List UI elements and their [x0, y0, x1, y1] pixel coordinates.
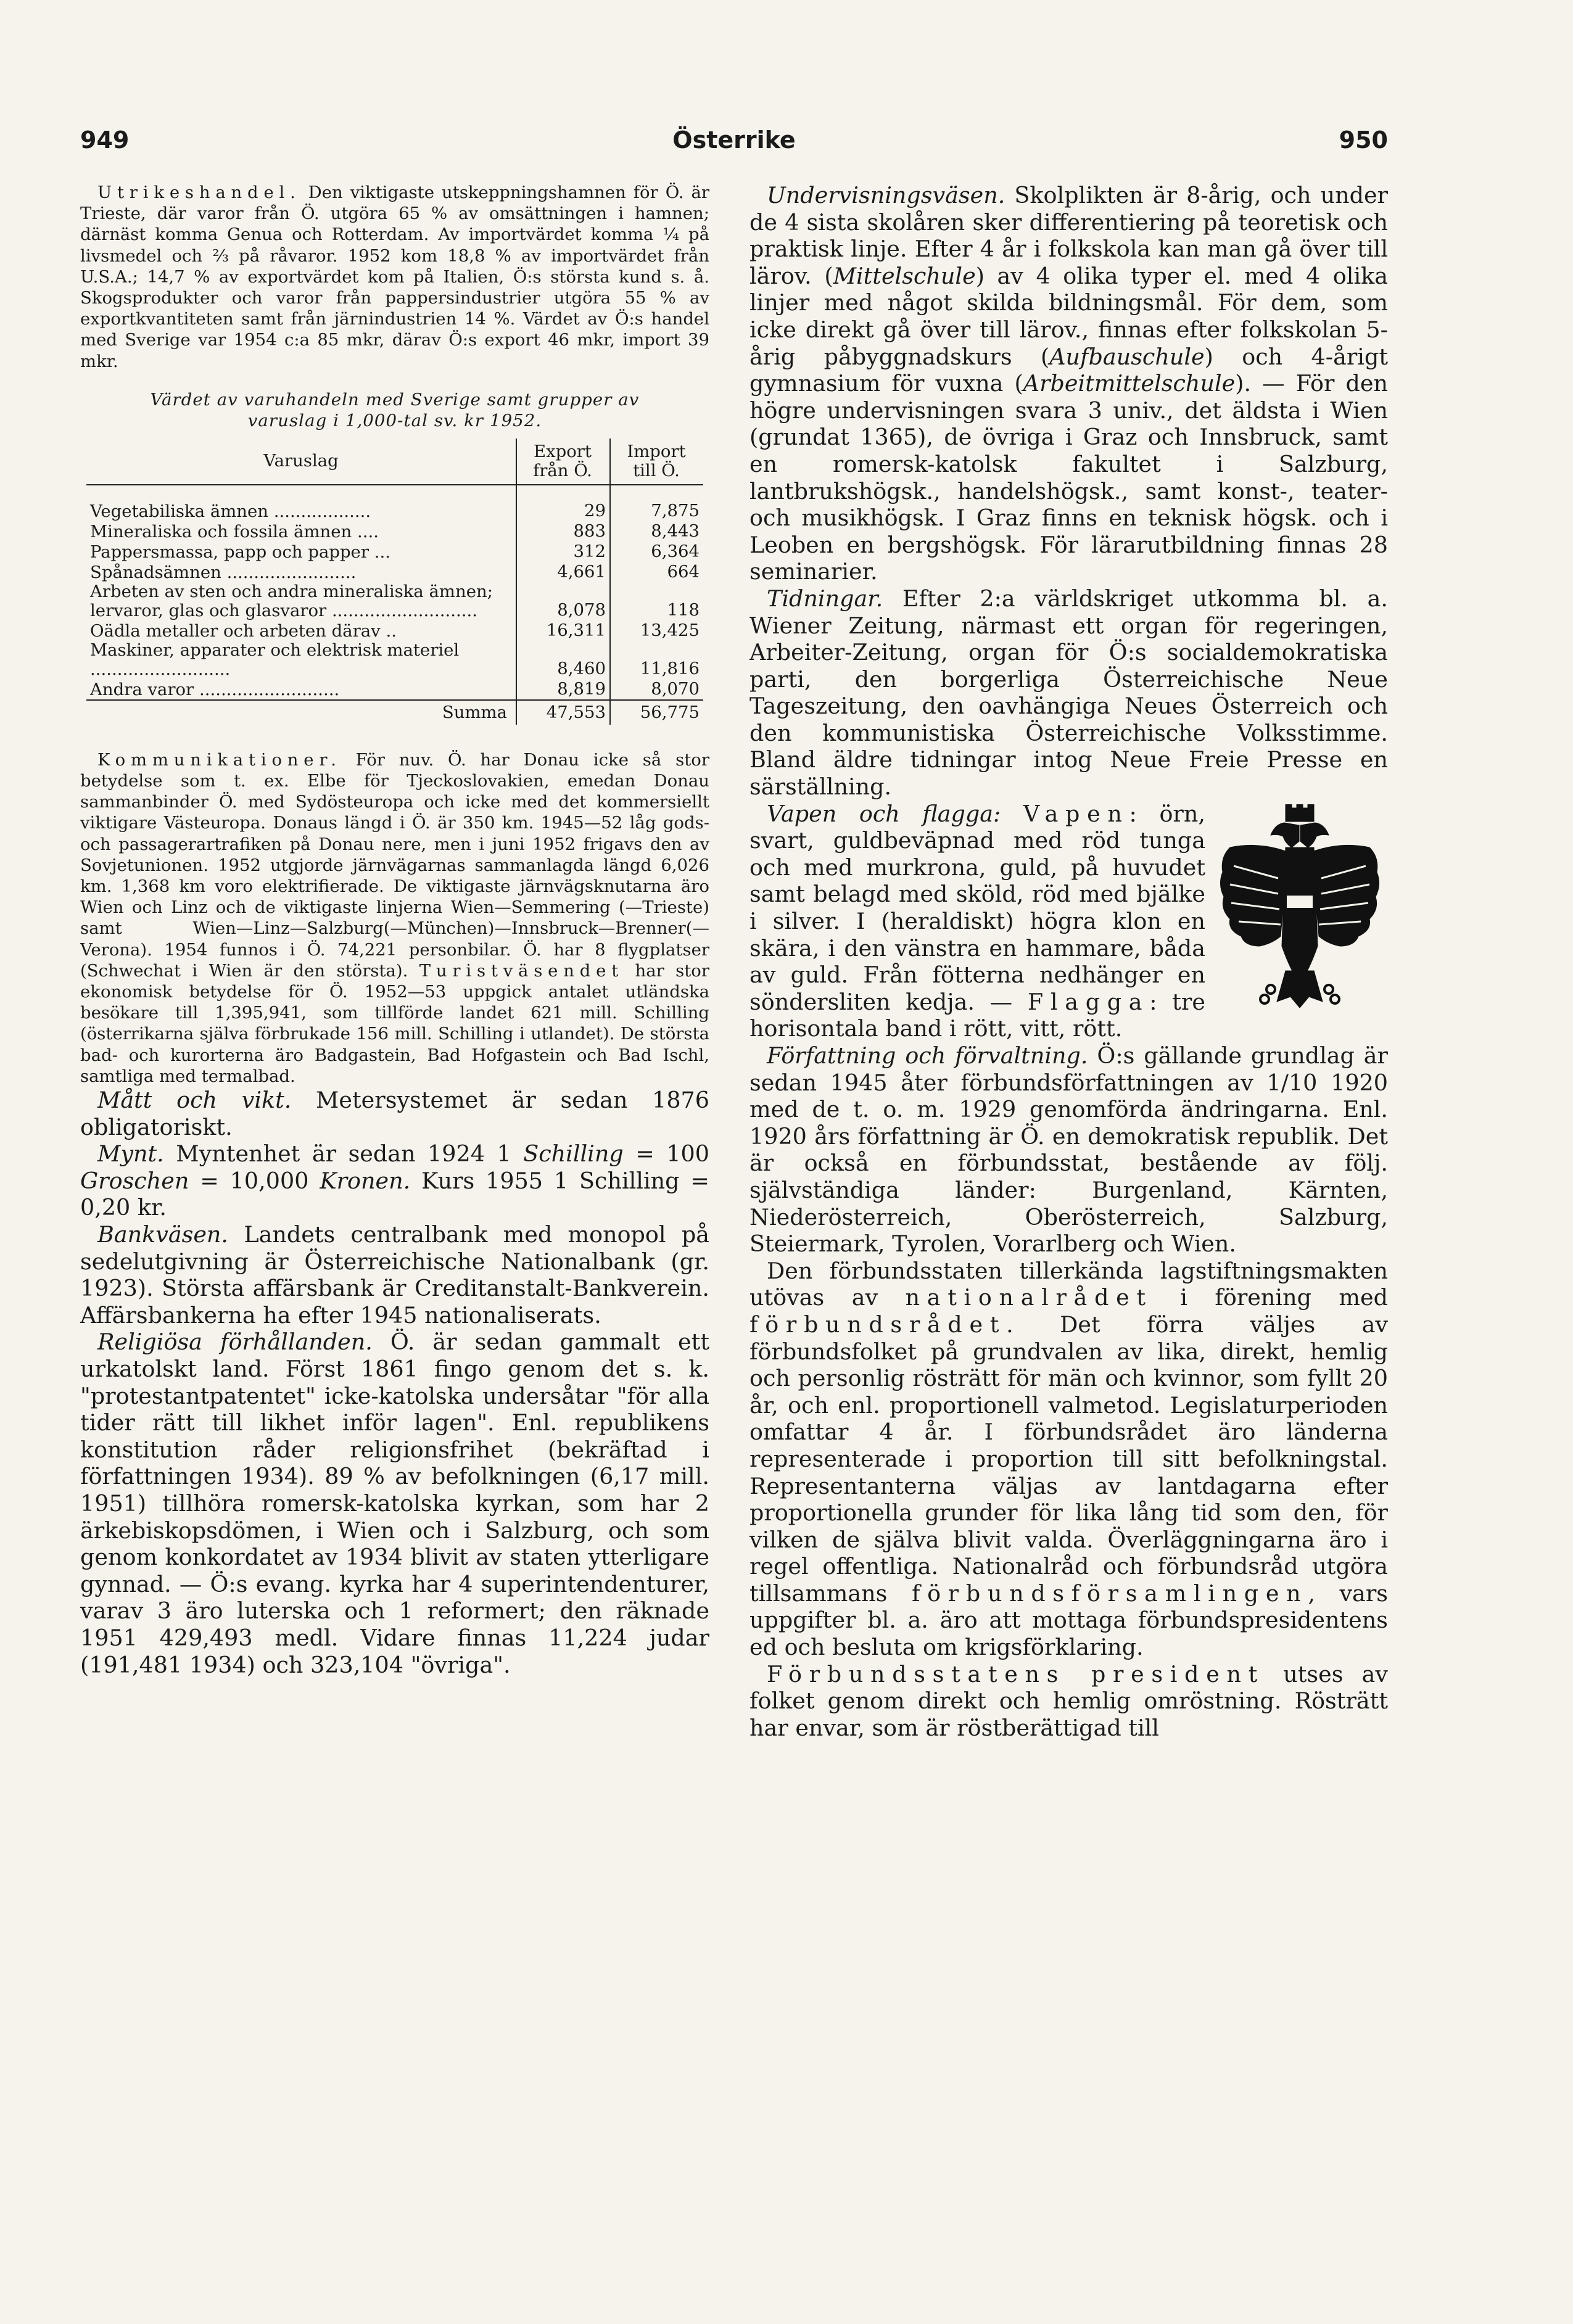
text-lagstiftning-1: Den förbundsstaten tillerkända lagstiftningsmakten utövas av	[749, 1257, 1388, 1311]
text-mynt-2: = 100	[623, 1140, 709, 1168]
table-row	[86, 485, 703, 521]
row-import: 11,816	[610, 641, 703, 679]
heading-mynt: Mynt.	[97, 1140, 164, 1168]
text-undervisning-1: Skolplikten är 8-årig, och under de 4 sista skolåren sker differentiering på teoretisk och praktisk linje. Efter 4 år i folkskola kan man gå över till lärov. (	[749, 182, 1388, 289]
text-religion: Ö. är sedan gammalt ett urkatolskt land. Först 1861 fingo genom det s. k. "protestantpatentet" icke-katolska undersåtar "för alla tider rätt till likhet inför lagen". Enl. republikens konstitution råder religionsfrihet (bekräftad i författningen 1934). 89 % av befolkningen (6,17 mill. 1951) tillhöra romersk-katolska kyrkan, som har 2 ärkebiskopsdömen, i Wien och i Salzburg, och som genom konkordatet av 1934 blivit av staten ytterligare gynnad. — Ö:s evang. kyrka har 4 superintendenturer, varav 3 äro luterska och 1 reformert; den räknade 1951 429,493 medl. Vidare finnas 11,224 judar (191,481 1934) och 323,104 "övriga".	[80, 1329, 709, 1678]
row-import: 118	[610, 582, 703, 620]
row-export: 8,078	[516, 582, 610, 620]
section-bank	[80, 1221, 709, 1329]
col-header-export: Export från Ö.	[516, 439, 610, 485]
row-export: 8,819	[516, 679, 610, 700]
row-label: Andra varor ..........................	[90, 679, 340, 699]
page-number-right: 950	[1339, 126, 1388, 154]
table-sum-row	[86, 700, 703, 725]
text-lagstiftning-2: i förening med	[1152, 1284, 1388, 1311]
heading-turistvasendet: Turistväsendet	[419, 960, 624, 981]
heading-flagga: Flagga	[1027, 988, 1150, 1015]
text-lagstiftning-4: , vars uppgifter bl. a. äro att mottaga förbundspresidentens ed och besluta om krigsförklaring.	[749, 1580, 1388, 1661]
heading-religion: Religiösa förhållanden.	[97, 1329, 373, 1356]
text-forfattning: Ö:s gällande grundlag är sedan 1945 åter förbundsförfattningen av 1/10 1920 med de t. o. m. 1929 genomförda ändringarna. Enl. 1920 års författning är Ö. en demokratisk republik. Det är också en förbundsstat, bestående av följ. självständiga länder: Burgenland, Kärnten, Niederösterreich, Oberösterreich, Salzburg, Steiermark, Tyrolen, Vorarlberg och Wien.	[749, 1042, 1388, 1258]
text-mynt-1: Myntenhet är sedan 1924 1	[163, 1140, 524, 1168]
heading-bank: Bankväsen.	[97, 1221, 229, 1248]
term-mittelschule: Mittelschule	[833, 262, 976, 289]
term-aufbauschule: Aufbauschule	[1049, 343, 1205, 370]
col-header-varuslag: Varuslag	[86, 439, 516, 485]
sum-import: 56,775	[610, 700, 703, 725]
heading-vapen: Vapen och flagga:	[767, 800, 1001, 827]
text-bank: Landets centralbank med monopol på sedelutgivning är Österreichische Nationalbank (gr. 1923). Största affärsbank är Creditanstalt-Bankverein. Affärsbankerna ha efter 1945 nationaliserats.	[80, 1221, 709, 1329]
text-utrikeshandel: Den viktigaste utskeppningshamnen för Ö. är Trieste, där varor från Ö. utgöra 65 % av omsättningen i hamnen; därnäst komma Genua och Rotterdam. Av importvärdet komma ¼ på livsmedel och ⅔ på råvaror. 1952 kom 18,8 % av importvärdet från U.S.A.; 14,7 % av exportvärdet kom på Italien, Ö:s största kund s. å. Skogsprodukter och varor från pappersindustrier utgöra 55 % av exportkvantiteten samt från järnindustrien 14 %. Värdet av Ö:s handel med Sverige var 1954 c:a 85 mkr, därav Ö:s export 46 mkr, import 39 mkr.	[80, 183, 709, 371]
row-label: Spånadsämnen ........................	[90, 562, 357, 582]
heading-vapen-sub: Vapen	[1023, 800, 1129, 827]
text-turistvasendet: har stor ekonomisk betydelse för Ö. 1952—53 uppgick antalet utländska besökare till 1,395,941, som tillförde landet 621 mill. Schilling (österrikarna själva förbrukade 156 mill. Schilling i utlandet). De största bad- och kurorterna äro Badgastein, Bad Hofgastein och Bad Ischl, samtliga med termalbad.	[80, 960, 709, 1086]
row-import: 8,443	[610, 521, 703, 542]
term-schilling: Schilling	[523, 1140, 624, 1168]
heading-undervisning: Undervisningsväsen.	[767, 182, 1005, 208]
page-title: Österrike	[672, 126, 796, 154]
row-label: Mineraliska och fossila ämnen ....	[90, 521, 379, 542]
coat-of-arms-eagle-icon	[1216, 804, 1383, 1026]
section-religion	[80, 1329, 709, 1678]
term-kronen: Kronen.	[320, 1167, 411, 1194]
term-arbeitmittelschule: Arbeitmittelschule	[1023, 370, 1236, 397]
text-mynt-4: Kurs 1955 1 Schilling = 0,20 kr.	[80, 1167, 709, 1221]
text-mynt-3: = 10,000	[189, 1167, 320, 1194]
row-label: Oädla metaller och arbeten därav ..	[90, 620, 397, 641]
heading-tidningar: Tidningar.	[767, 585, 883, 612]
heading-president: Förbundsstatens president	[767, 1660, 1265, 1687]
row-export: 29	[516, 485, 610, 521]
text-flagga: : tre horisontala band i rött, vitt, rött.	[749, 988, 1205, 1042]
term-groschen: Groschen	[80, 1167, 189, 1194]
text-president: utses av folket genom direkt och hemlig omröstning. Rösträtt har envar, som är röstberättigad till	[749, 1660, 1388, 1741]
table-row	[86, 641, 703, 679]
row-label: Vegetabiliska ämnen ..................	[90, 501, 371, 521]
term-nationalradet: nationalrådet	[905, 1284, 1153, 1311]
heading-forfattning: Författning och förvaltning.	[767, 1042, 1088, 1069]
table-caption-line-1: Värdet av varuhandeln med Sverige samt grupper av	[150, 389, 640, 410]
row-export: 8,460	[516, 641, 610, 679]
section-utrikeshandel	[80, 182, 709, 372]
table-row	[86, 542, 703, 562]
row-label: Pappersmassa, papp och papper ...	[90, 542, 390, 562]
table-row	[86, 679, 703, 700]
table-row	[86, 620, 703, 641]
sum-label: Summa	[86, 700, 516, 725]
section-president	[749, 1661, 1388, 1742]
page-header	[80, 126, 1388, 170]
heading-matt: Mått och vikt.	[97, 1087, 292, 1114]
text-lagstiftning-3: . Det förra väljes av förbundsfolket på grundvalen av lika, direkt, hemlig och personlig rösträtt för män och kvinnor, som fyllt 20 år, och enl. proportionell valmetod. Legislaturperioden omfattar 4 år. I förbundsrådet äro länderna representerade i proportion till sitt befolkningstal. Representanterna väljas av lantdagarna efter proportionella grunder för lika lång tid som den, för vilken de själva blivit valda. Överläggningarna äro i regel offentliga. Nationalråd och förbundsråd utgöra tillsammans	[749, 1311, 1388, 1607]
heading-kommunikationer: Kommunikationer.	[97, 749, 342, 770]
table-row	[86, 562, 703, 582]
section-tidningar	[749, 585, 1388, 801]
section-undervisning	[749, 182, 1388, 585]
row-import: 8,070	[610, 679, 703, 700]
section-matt	[80, 1087, 709, 1140]
text-undervisning-4: ). — För den högre undervisningen svara 3 univ., det äldsta i Wien (grundat 1365), de övriga i Graz och Innsbruck, samt en romersk-katolsk fakultet i Salzburg, lantbrukshögsk., handelshögsk., samt konst-, teater- och musikhögsk. I Graz finns en teknisk högsk. och i Leoben en bergshögsk. För lärarutbildning finnas 28 seminarier.	[749, 370, 1388, 585]
row-export: 312	[516, 542, 610, 562]
table-caption	[80, 389, 709, 431]
row-label: Maskiner, apparater och elektrisk materiel ..........................	[90, 640, 460, 679]
page-number-left: 949	[80, 126, 130, 154]
text-undervisning-2: ) av 4 olika typer el. med 4 olika linjer med något skilda bildningsmål. För dem, som icke direkt gå över till lärov., finnas efter folkskolan 5-årig påbyggnadskurs (	[749, 262, 1388, 370]
section-mynt	[80, 1140, 709, 1221]
text-matt: Metersystemet är sedan 1876 obligatoriskt.	[80, 1087, 709, 1140]
table-caption-line-2: varuslag i 1,000-tal sv. kr 1952.	[247, 410, 542, 431]
term-forbundsforsamlingen: förbundsförsamlingen	[911, 1580, 1308, 1607]
text-undervisning-3: ) och 4-årigt gymnasium för vuxna (	[749, 343, 1388, 397]
sum-export: 47,553	[516, 700, 610, 725]
heading-utrikeshandel: Utrikeshandel.	[97, 183, 301, 202]
row-export: 16,311	[516, 620, 610, 641]
table-row	[86, 521, 703, 542]
term-forbundsradet: förbundsrådet	[749, 1311, 1007, 1338]
left-column	[80, 182, 709, 1678]
section-lagstiftning	[749, 1258, 1388, 1661]
section-kommunikationer	[80, 749, 709, 1087]
row-import: 13,425	[610, 620, 703, 641]
row-export: 883	[516, 521, 610, 542]
section-forfattning	[749, 1042, 1388, 1258]
text-vapen: : örn, svart, guldbeväpnad med röd tunga och med murkrona, guld, på huvudet samt belagd med sköld, röd med bjälke i silver. I (heraldiskt) högra klon en skära, i den vänstra en hammare, båda av guld. Från fötterna nedhänger en söndersliten kedja. —	[749, 800, 1205, 1015]
row-import: 664	[610, 562, 703, 582]
text-kommunikationer: För nuv. Ö. har Donau icke så stor betydelse som t. ex. Elbe för Tjeckoslovakien, emedan Donau sammanbinder Ö. med Sydösteuropa och icke med det kommersiellt viktigare Västeuropa. Donaus längd i Ö. är 350 km. 1945—52 låg gods- och passagerartrafiken på Donau nere, men i juni 1952 frigavs den av Sovjetunionen. 1952 utgjorde järnvägarnas sammanlagda längd 6,026 km. 1,368 km voro elektrifierade. De viktigaste järnvägsknutarna äro Wien och Linz och de viktigaste linjerna Wien—Semmering (—Trieste) samt Wien—Linz—Salzburg(—München)—Innsbruck—Brenner(—Verona). 1954 funnos i Ö. 74,221 personbilar. Ö. har 8 flygplatser (Schwechat i Wien är den största).	[80, 749, 709, 981]
text-tidningar: Efter 2:a världskriget utkomma bl. a. Wiener Zeitung, närmast ett organ för regeringen, Arbeiter-Zeitung, organ för Ö:s socialdemokratiska parti, den borgerliga Österreichische Neue Tageszeitung, den oavhängiga Neues Österreich och den kommunistiska Österreichische Volksstimme. Bland äldre tidningar intog Neue Freie Presse en särställning.	[749, 585, 1388, 801]
row-import: 7,875	[610, 485, 703, 521]
row-import: 6,364	[610, 542, 703, 562]
row-export: 4,661	[516, 562, 610, 582]
row-label: Arbeten av sten och andra mineraliska ämnen; lervaror, glas och glasvaror ...........................	[90, 581, 493, 620]
trade-table	[86, 439, 703, 725]
table-row	[86, 582, 703, 620]
col-header-import: Import till Ö.	[610, 439, 703, 485]
vapen-block	[749, 801, 1388, 1042]
right-column	[749, 182, 1388, 1741]
